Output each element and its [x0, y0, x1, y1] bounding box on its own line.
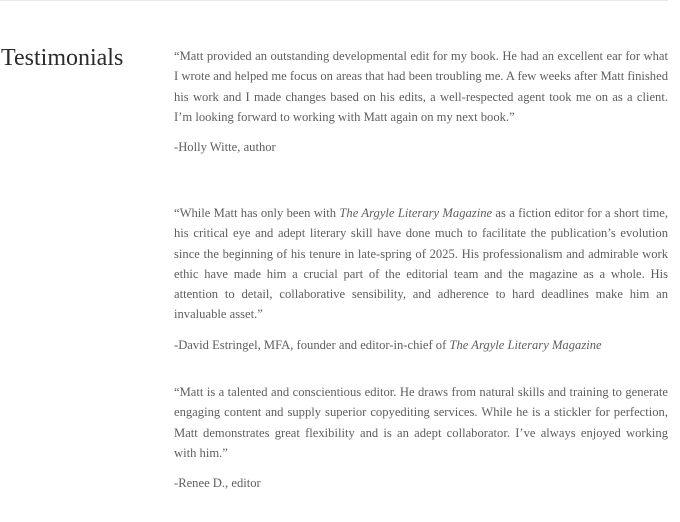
testimonial-quote	[174, 203, 668, 325]
testimonial-david-estringel	[174, 203, 668, 355]
top-divider	[0, 0, 668, 1]
testimonial-quote: “Matt provided an outstanding developmental edit for my book. He had an excellent ear for what I wrote and helped me focus on areas that had been troubling me. A few weeks after Matt finished his work and I made changes based on his edits, a well-respected agent took me on as a client. I’m looking forward to working with Matt again on my next book.”	[174, 49, 668, 124]
testimonial-attribution: -Renee D., editor	[174, 476, 261, 491]
testimonial-holly-witte	[174, 46, 668, 157]
quote-text-end: as a fiction editor for a short time, his critical eye and adept literary skill have done much to facilitate the publication’s evolution since the beginning of his tenure in late-spring of 2025. His professionalism and admirable work ethic have made him a crucial part of the editorial team and the magazine as a whole. His attention to detail, collaborative sensibility, and adherence to hard deadlines make him an invaluable asset.”	[174, 206, 668, 322]
publication-title: The Argyle Literary Magazine	[449, 337, 602, 352]
testimonial-quote: “Matt is a talented and conscientious editor. He draws from natural skills and training to generate engaging content and supply superior copyediting services. While he is a stickler for perfection, Matt demonstrates great flexibility and is an adept collaborator. I’ve always enjoyed working with him.”	[174, 385, 668, 460]
testimonial-attribution	[174, 335, 668, 355]
testimonial-attribution: -Holly Witte, author	[174, 140, 276, 155]
quote-text-start: “While Matt has only been with	[174, 206, 340, 220]
attribution-text: -David Estringel, MFA, founder and editor-in-chief of	[174, 337, 450, 352]
section-title: Testimonials	[1, 45, 124, 71]
publication-title: The Argyle Literary Magazine	[339, 206, 493, 220]
testimonial-renee-d	[174, 382, 668, 493]
